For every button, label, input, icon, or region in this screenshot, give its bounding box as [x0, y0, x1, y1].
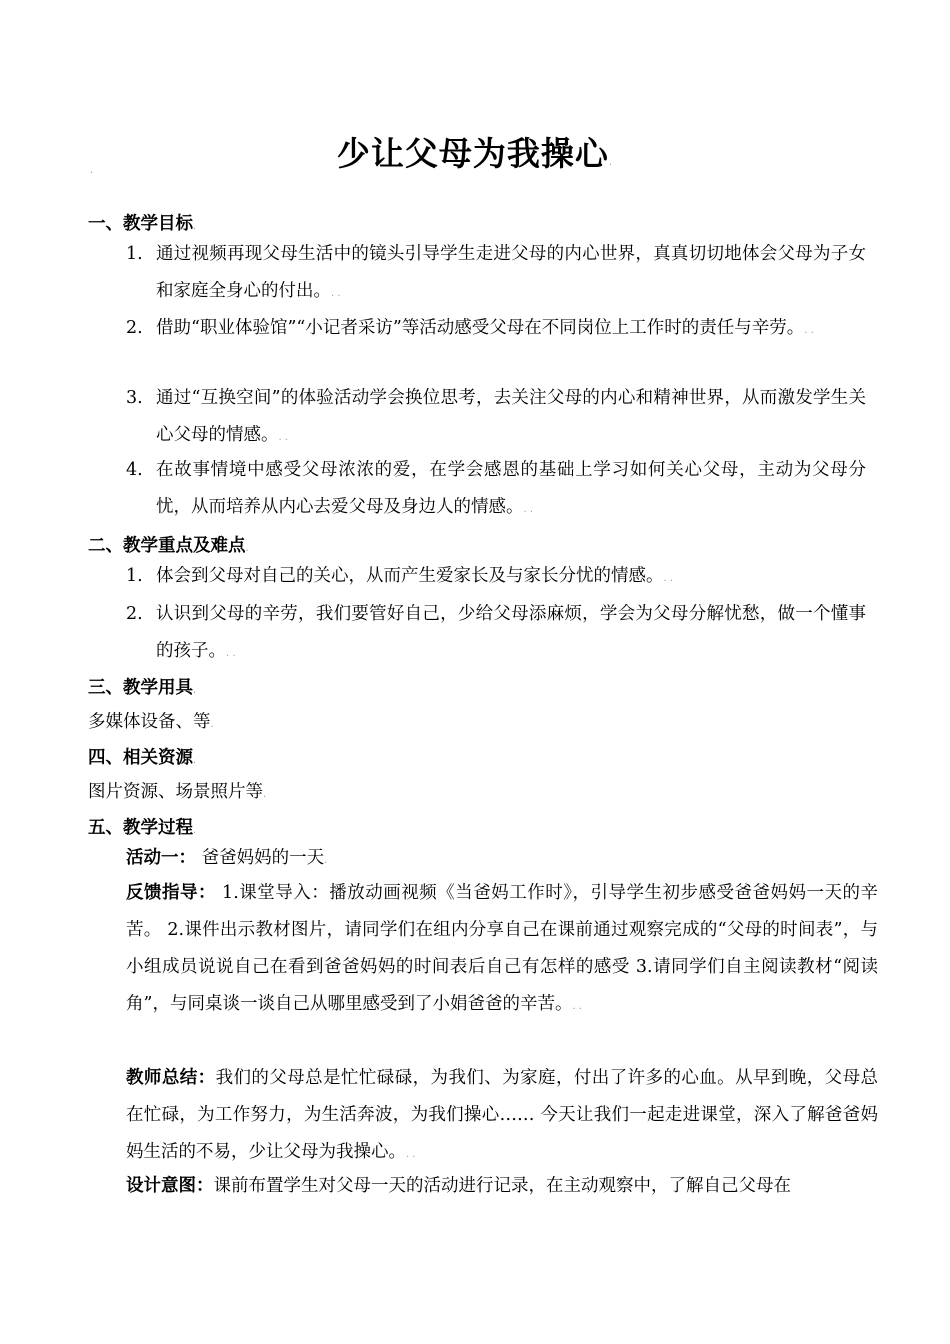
resources-text: 图片资源、场景照片等.	[88, 782, 267, 802]
paragraph-mark: .	[90, 165, 94, 176]
section-heading-key-points: 二、教学重点及难点.	[88, 536, 249, 556]
section-heading-process: 五、教学过程.	[88, 818, 197, 838]
design-paragraph: 设计意图：课前布置学生对父母一天的活动进行记录，在主动观察中，了解自己父母在	[126, 1176, 791, 1196]
summary-paragraph: 教师总结：我们的父母总是忙忙碌碌，为我们、为家庭，付出了许多的心血。从早到晚，父母总在忙碌，为工作努力，为生活奔波，为我们操心…… 今天让我们一起走进课堂，深入了解爸爸妈妈生活的不易，少让父母为我操心。. .	[126, 1068, 879, 1162]
goal-item: 4. 在故事情境中感受父母浓浓的爱，在学会感恩的基础上学习如何关心父母，主动为父母分忧，从而培养从内心去爱父母及身边人的情感。. .	[126, 460, 866, 517]
section-heading-goals: 一、教学目标.	[88, 214, 197, 234]
tools-text: 多媒体设备、等.	[88, 712, 214, 732]
goal-item: 2. 借助“职业体验馆”“小记者采访”等活动感受父母在不同岗位上工作时的责任与辛劳。. .	[126, 318, 814, 338]
key-point-item: 1. 体会到父母对自己的关心，从而产生爱家长及与家长分忧的情感。. .	[126, 566, 674, 586]
key-point-item: 2. 认识到父母的辛劳，我们要管好自己，少给父母添麻烦，学会为父母分解忧愁，做一个懂事的孩子。. .	[126, 604, 866, 661]
feedback-paragraph: 反馈指导： 1.课堂导入：播放动画视频《当爸妈工作时》，引导学生初步感受爸爸妈妈一天的辛苦。 2.课件出示教材图片，请同学们在组内分享自己在课前通过观察完成的“父母的时间表”，与小组成员说说自己在看到爸爸妈妈的时间表后自己有怎样的感受 3.请同学们自主阅读教材“阅读角”，与同桌谈一谈自己从哪里感受到了小娟爸爸的辛苦。. .	[126, 883, 878, 1014]
section-heading-resources: 四、相关资源.	[88, 748, 197, 768]
goal-item: 1. 通过视频再现父母生活中的镜头引导学生走进父母的内心世界，真真切切地体会父母为子女和家庭全身心的付出。. .	[126, 244, 866, 301]
document-title: 少让父母为我操心.	[336, 134, 614, 173]
goal-item: 3. 通过“互换空间”的体验活动学会换位思考，去关注父母的内心和精神世界，从而激发学生关心父母的情感。. .	[126, 388, 866, 445]
activity-line: 活动一： 爸爸妈妈的一天.	[126, 848, 328, 868]
section-heading-tools: 三、教学用具.	[88, 678, 197, 698]
